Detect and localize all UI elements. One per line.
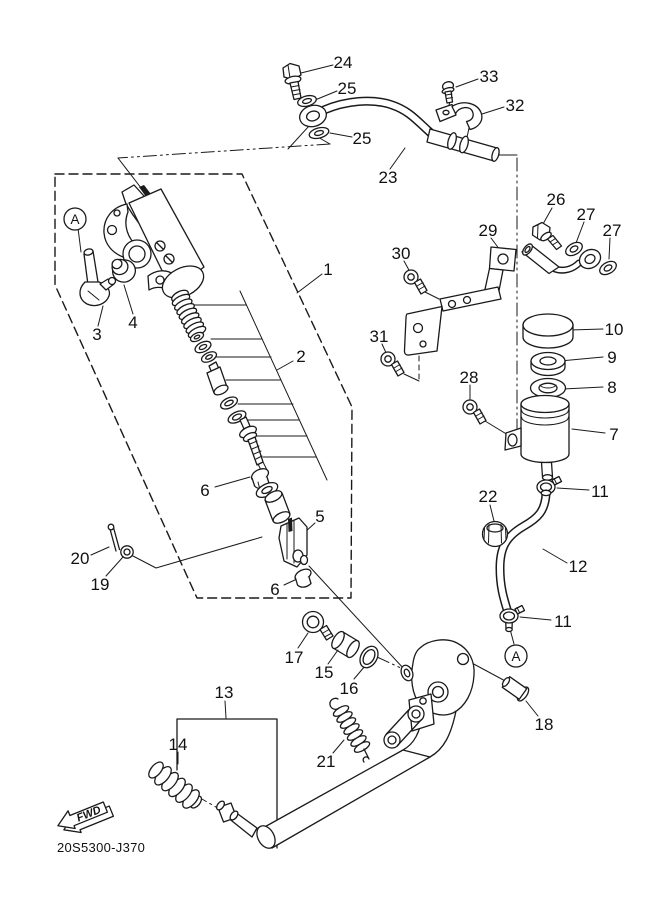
callout-22: 22 bbox=[478, 487, 498, 506]
part-7-reservoir bbox=[505, 396, 569, 481]
part-30-screw bbox=[404, 270, 427, 294]
callout-26: 26 bbox=[546, 190, 566, 209]
callout-15: 15 bbox=[314, 663, 334, 682]
callout-30: 30 bbox=[391, 244, 411, 263]
part-28-screw bbox=[463, 400, 486, 424]
callout-1: 1 bbox=[323, 260, 333, 279]
brake-pedal-lever bbox=[223, 640, 474, 852]
part-6-nut-lower bbox=[293, 567, 313, 587]
part-31-screw bbox=[381, 352, 404, 376]
reference-marker-letter: A bbox=[70, 211, 80, 227]
part-8-diaphragm bbox=[531, 379, 566, 398]
callout-18: 18 bbox=[534, 715, 554, 734]
part-18-pin bbox=[501, 676, 531, 702]
part-32-hose-clamp bbox=[436, 103, 482, 130]
reference-marker-a-1 bbox=[505, 645, 527, 667]
part-3-hose-joint bbox=[80, 248, 116, 306]
callout-23: 23 bbox=[378, 168, 398, 187]
callout-3: 3 bbox=[92, 325, 102, 344]
callout-4: 4 bbox=[128, 313, 138, 332]
part-2-piston-kit bbox=[189, 331, 267, 472]
reference-marker-letter: A bbox=[511, 648, 521, 664]
part-33-screw bbox=[442, 81, 455, 103]
callout-12: 12 bbox=[568, 557, 588, 576]
part-17-pivot-bolt bbox=[303, 612, 334, 641]
callout-25: 25 bbox=[337, 79, 357, 98]
callout-28: 28 bbox=[459, 368, 479, 387]
callout-17: 17 bbox=[284, 648, 304, 667]
callout-13: 13 bbox=[214, 683, 234, 702]
part-21-return-spring bbox=[330, 698, 371, 762]
callout-24: 24 bbox=[333, 53, 353, 72]
callout-6: 6 bbox=[270, 580, 280, 599]
part-25-washer-lower bbox=[308, 126, 330, 141]
callout-25: 25 bbox=[352, 129, 372, 148]
fwd-arrow bbox=[54, 796, 114, 840]
callout-31: 31 bbox=[369, 327, 389, 346]
part-22-grommet bbox=[483, 522, 508, 547]
callout-20: 20 bbox=[70, 549, 90, 568]
reference-marker-a-0 bbox=[64, 208, 86, 230]
callout-19: 19 bbox=[90, 575, 110, 594]
callout-33: 33 bbox=[479, 67, 499, 86]
callout-21: 21 bbox=[316, 752, 336, 771]
diagram-code: 20S5300-J370 bbox=[57, 840, 146, 855]
callout-29: 29 bbox=[478, 221, 498, 240]
callout-27: 27 bbox=[576, 205, 596, 224]
part-24-union-bolt bbox=[283, 64, 302, 100]
callout-5: 5 bbox=[315, 507, 325, 526]
part-10-reservoir-cap bbox=[523, 314, 573, 348]
part-20-cotter-pin bbox=[108, 524, 119, 551]
part-27-washer-right bbox=[597, 259, 618, 278]
callout-10: 10 bbox=[604, 320, 624, 339]
part-29-bracket bbox=[404, 247, 516, 355]
callout-2: 2 bbox=[296, 347, 306, 366]
part-19-washer bbox=[121, 546, 133, 558]
callout-6: 6 bbox=[200, 481, 210, 500]
callout-11: 11 bbox=[591, 482, 609, 501]
callout-32: 32 bbox=[505, 96, 525, 115]
fwd-label: FWD bbox=[75, 804, 103, 825]
part-26-union-bolt bbox=[533, 223, 562, 250]
callout-11: 11 bbox=[554, 612, 572, 631]
part-16-o-ring bbox=[356, 643, 381, 671]
callout-9: 9 bbox=[607, 348, 617, 367]
callout-8: 8 bbox=[607, 378, 617, 397]
callout-16: 16 bbox=[339, 679, 359, 698]
part-14-pedal-pad bbox=[146, 760, 239, 822]
callout-14: 14 bbox=[168, 735, 188, 754]
callout-27: 27 bbox=[602, 221, 622, 240]
part-9-diaphragm-plate bbox=[531, 353, 565, 376]
callout-7: 7 bbox=[609, 425, 619, 444]
part-1-master-cylinder-body bbox=[104, 185, 209, 304]
part-5-clevis bbox=[279, 518, 308, 568]
